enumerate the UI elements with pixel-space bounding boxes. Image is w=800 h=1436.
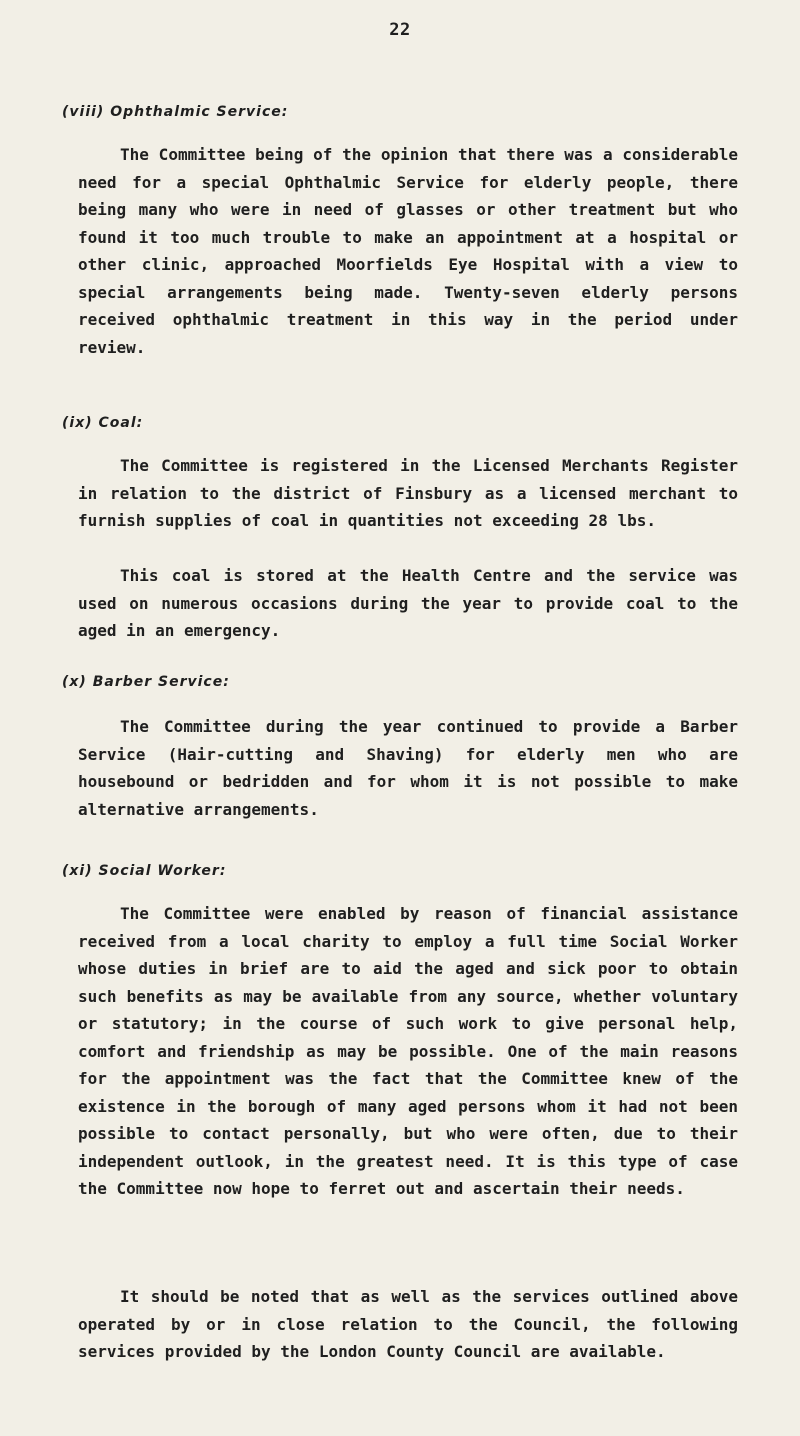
paragraph-ophthalmic-service: The Committee being of the opinion that there was a considerable need for a special Ophthalmic Service for elderly people, there being many who were in need of glasses or other treatment but who found it too much trouble to make an appointment at a hospital or other clinic, approached Moorfields Eye Hospital with a view to special arrangements being made. Twenty-seven elderly persons received ophthalmic treatment in this way in the period under review. (78, 145, 738, 357)
paragraph-social-worker: The Committee were enabled by reason of financial assistance received from a local charity to employ a full time Social Worker whose duties in brief are to aid the aged and sick poor to obtain such benefits as may be available from any source, whether voluntary or statutory; in the course of such work to give personal help, comfort and friendship as may be possible. One of the main reasons for the appointment was the fact that the Committee knew of the existence in the borough of many aged persons whom it had not been possible to contact personally, but who were often, due to their independent outlook, in the greatest need. It is this type of case the Committee now hope to ferret out and ascertain their needs. (78, 904, 738, 1198)
heading-coal: (ix) Coal: (62, 415, 144, 431)
paragraph-lcc-services: It should be noted that as well as the services outlined above operated by or in close relation to the Council, the following services provided by the London County Council are available. (78, 1287, 738, 1361)
heading-barber-service: (x) Barber Service: (62, 674, 230, 690)
heading-social-worker: (xi) Social Worker: (62, 863, 227, 879)
heading-ophthalmic-service: (viii) Ophthalmic Service: (62, 104, 289, 120)
paragraph-barber-service: The Committee during the year continued to provide a Barber Service (Hair-cutting and Shaving) for elderly men who are housebound or bedridden and for whom it is not possible to make alternative arrangements. (78, 717, 738, 819)
page-number: 22 (389, 20, 411, 40)
paragraph-coal-storage: This coal is stored at the Health Centre and the service was used on numerous occasions during the year to provide coal to the aged in an emergency. (78, 566, 738, 640)
paragraph-coal-registration: The Committee is registered in the Licensed Merchants Register in relation to the district of Finsbury as a licensed merchant to furnish supplies of coal in quantities not exceeding 28 lbs. (78, 456, 738, 530)
